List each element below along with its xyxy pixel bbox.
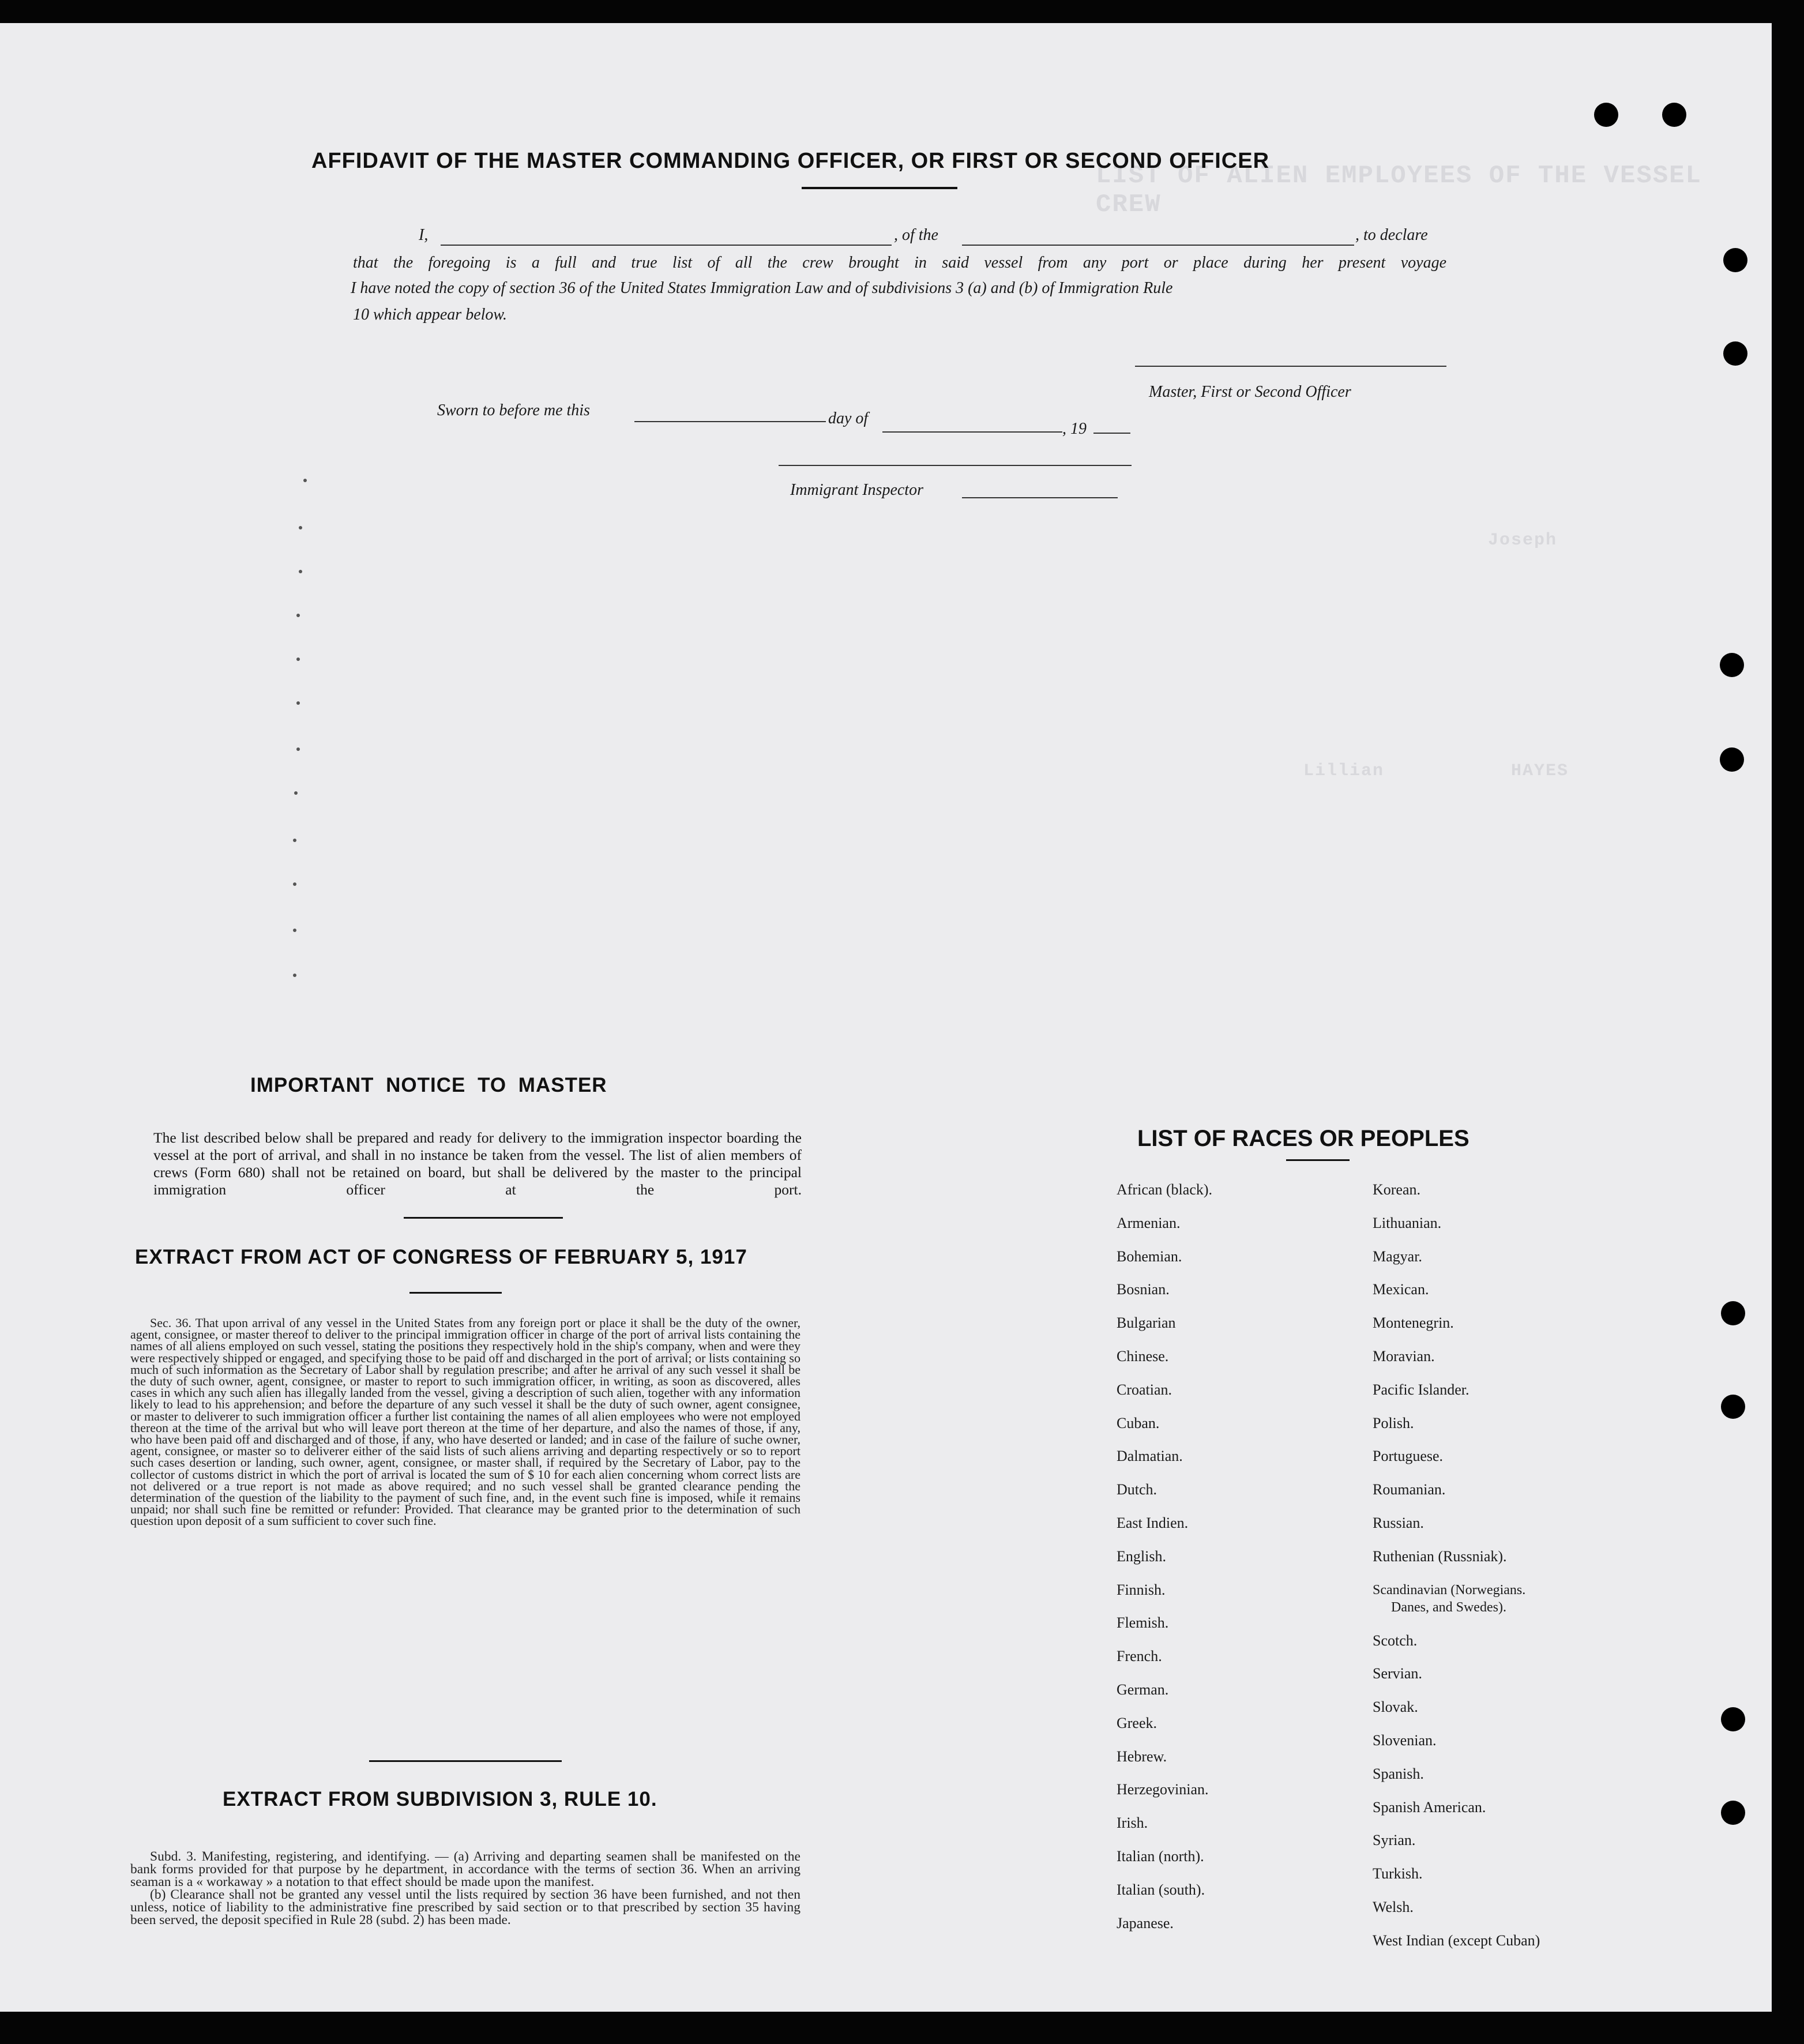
- race-item: Scotch.: [1373, 1632, 1418, 1649]
- race-item: Spanish American.: [1373, 1798, 1486, 1816]
- race-item: Chinese.: [1117, 1347, 1169, 1365]
- race-item: Welsh.: [1373, 1898, 1414, 1915]
- guide-dot: [293, 929, 296, 932]
- affidavit-i: I,: [419, 226, 429, 244]
- rule-paragraph-a: Subd. 3. Manifesting, registering, and identifying. — (a) Arriving and departing seamen shall be manifested on the bank forms provided for that purpose by he department, in accordance with the terms of section 36. When an arriving seaman is a « workaway » a notation to that effect should be made upon the manifest.: [130, 1849, 800, 1889]
- bleed-through-mark: Joseph: [1488, 531, 1558, 550]
- race-item: Cuban.: [1117, 1414, 1160, 1431]
- guide-dot: [293, 839, 296, 842]
- race-item: Russian.: [1373, 1514, 1424, 1531]
- race-item: Portuguese.: [1373, 1448, 1444, 1465]
- year-label: , 19: [1062, 420, 1087, 438]
- races-right-column: [1373, 1173, 1540, 1957]
- notice-title: IMPORTANT NOTICE TO MASTER: [250, 1074, 607, 1096]
- guide-dot: [294, 791, 298, 795]
- race-item: Flemish.: [1117, 1614, 1169, 1632]
- signature-line[interactable]: [1135, 366, 1446, 367]
- races-left-column: [1117, 1173, 1212, 1940]
- race-item: Finnish.: [1117, 1581, 1166, 1598]
- punch-hole: [1662, 103, 1686, 127]
- title-rule: [802, 187, 957, 189]
- race-item: Armenian.: [1117, 1214, 1181, 1231]
- year-blank[interactable]: [1093, 433, 1130, 434]
- act-end-rule: [369, 1760, 562, 1762]
- race-item: Korean.: [1373, 1181, 1421, 1198]
- name-blank[interactable]: [441, 245, 892, 246]
- race-item-line: Danes, and Swedes).: [1391, 1599, 1506, 1615]
- race-item: French.: [1117, 1648, 1162, 1665]
- race-item: Montenegrin.: [1373, 1314, 1454, 1332]
- affidavit-line-2: that the foregoing is a full and true list of all the crew brought in said vessel from any port or place during her present voyage: [353, 254, 1446, 272]
- races-title: LIST OF RACES OR PEOPLES: [1137, 1126, 1469, 1151]
- punch-hole: [1723, 341, 1747, 366]
- punch-hole: [1721, 1395, 1745, 1419]
- race-item: Mexican.: [1373, 1281, 1429, 1298]
- punch-hole: [1721, 1707, 1745, 1731]
- rule-text: [130, 1850, 800, 1926]
- race-item: Ruthenian (Russniak).: [1373, 1547, 1507, 1565]
- race-item: Italian (south).: [1117, 1881, 1205, 1898]
- race-item: Slovak.: [1373, 1699, 1418, 1716]
- guide-dot: [293, 974, 296, 977]
- rule-title: EXTRACT FROM SUBDIVISION 3, RULE 10.: [223, 1788, 657, 1810]
- race-item: Turkish.: [1373, 1865, 1423, 1883]
- guide-dot: [299, 570, 302, 573]
- vessel-blank[interactable]: [962, 245, 1354, 246]
- race-item: Bulgarian: [1117, 1314, 1176, 1332]
- act-rule: [409, 1292, 502, 1294]
- affidavit-line-4: 10 which appear below.: [353, 306, 508, 324]
- notice-rule: [404, 1217, 563, 1219]
- punch-hole: [1723, 248, 1747, 272]
- document-page: [0, 23, 1772, 2012]
- bleed-through-mark: HAYES: [1511, 761, 1569, 781]
- inspector-label: Immigrant Inspector: [790, 481, 923, 499]
- race-item-line: Scandinavian (Norwegians.: [1373, 1582, 1526, 1598]
- race-item: Polish.: [1373, 1414, 1414, 1431]
- notice-text: The list described below shall be prepared and ready for delivery to the immigration inspector boarding the vessel at the port of arrival, and shall in no instance be taken from the vessel. The list of alien members of crews (Form 680) shall not be retained on board, but shall be delivered by the master to the principal immigration officer at the port.: [153, 1129, 802, 1198]
- race-item: Irish.: [1117, 1814, 1148, 1832]
- rule-paragraph-b: (b) Clearance shall not be granted any vessel until the lists required by section 36 have been furnished, and not then unless, notice of liability to the administrative fine prescribed by said section or to that prescribed by section 35 having been served, the deposit specified in Rule 28 (subd. 2) has been made.: [130, 1887, 800, 1927]
- race-item: Japanese.: [1117, 1914, 1174, 1932]
- race-item: Bosnian.: [1117, 1281, 1170, 1298]
- race-item: Dalmatian.: [1117, 1448, 1183, 1465]
- affidavit-declare: , to declare: [1355, 226, 1428, 244]
- inspector-name-line[interactable]: [962, 497, 1118, 498]
- race-item: Magyar.: [1373, 1248, 1422, 1265]
- guide-dot: [296, 701, 300, 705]
- act-title: EXTRACT FROM ACT OF CONGRESS OF FEBRUARY 5, 1917: [135, 1246, 747, 1268]
- punch-hole: [1720, 653, 1744, 677]
- race-item: Dutch.: [1117, 1481, 1157, 1498]
- race-item: Pacific Islander.: [1373, 1381, 1469, 1398]
- race-item: Spanish.: [1373, 1765, 1424, 1782]
- race-item: Bohemian.: [1117, 1248, 1182, 1265]
- race-item: African (black).: [1117, 1181, 1213, 1198]
- race-item: Hebrew.: [1117, 1748, 1167, 1765]
- signature-label: Master, First or Second Officer: [1149, 383, 1351, 401]
- race-item: Greek.: [1117, 1714, 1157, 1731]
- punch-hole: [1720, 747, 1744, 772]
- act-paragraph: Sec. 36. That upon arrival of any vessel in the United States from any foreign port or place it shall be the duty of the owner, agent, consignee, or master thereof to deliver to the principal immigration officer in charge of the port of arrival lists containing the names of all aliens employed on such vessel, stating the positions they respectively hold in the ship's company, when and were they were respectively shipped or engaged, and specifying those to be paid off and discharged in the port of arrival; or lists containing so much of such information as the Secretary of Labor shall by regulation prescribe; and after he arrival of any such vessel it shall be the duty of such owner, agent, consignee, or master to report to such immigration officer, in writing, as soon as discovered, alles cases in which any such alien has illegally landed from the vessel, giving a description of such alien, together with any information likely to lead to his apprehension; and before the departure of any such vessel it shall be the duty of such owner, agent consignee, or master to deliverer to such immigration officer a further list containing the names of all alien employees who were not employed thereon at the time of the arrival but who will leave port thereon at the time of her departure, and also the names of those, if any, who have been paid off and discharged and of those, if any, who have deserted or landed; and in case of the failure of suche owner, agent, consignee, or master so to deliverer either of the said lists of such aliens arriving and departing respectively or so to report such cases desertion or landing, such owner, agent, consignee, or master shall, if required by the Secretary of Labor, pay to the collector of customs district in which the port of arrival is located the sum of $ 10 for each alien concerning whom correct lists are not delivered or a true report is not made as above required; and no such vessel shall be granted clearance pending the determination of the question of the liability to the payment of such fine, and, in the event such fine is imposed, while it remains unpaid; nor shall such fine be remitted or refunder: Provided. That clearance may be granted prior to the determination of such question upon deposit of a sum sufficient to cover such fine.: [130, 1316, 800, 1528]
- race-item: German.: [1117, 1681, 1169, 1698]
- race-item: Croatian.: [1117, 1381, 1172, 1398]
- race-item: East Indien.: [1117, 1514, 1189, 1531]
- race-item: West Indian (except Cuban): [1373, 1932, 1540, 1949]
- guide-dot: [296, 747, 300, 751]
- punch-hole: [1594, 103, 1618, 127]
- guide-dot: [296, 657, 300, 661]
- race-item: Servian.: [1373, 1665, 1422, 1682]
- day-of-label: day of: [828, 409, 869, 427]
- punch-hole: [1721, 1301, 1745, 1325]
- affidavit-line-3: I have noted the copy of section 36 of the United States Immigration Law and of subdivisions 3 (a) and (b) of Immigration Rule: [351, 279, 1173, 297]
- races-rule: [1286, 1159, 1350, 1161]
- race-item: Syrian.: [1373, 1832, 1416, 1849]
- race-item: Herzegovinian.: [1117, 1781, 1209, 1798]
- guide-dot: [299, 526, 302, 529]
- sworn-day-blank[interactable]: [634, 421, 826, 422]
- month-blank[interactable]: [882, 431, 1062, 433]
- race-item: Italian (north).: [1117, 1847, 1204, 1865]
- act-text: [130, 1317, 800, 1527]
- race-item: Roumanian.: [1373, 1481, 1446, 1498]
- race-item: English.: [1117, 1547, 1166, 1565]
- affidavit-of-the: , of the: [894, 226, 938, 244]
- inspector-signature-line[interactable]: [779, 465, 1132, 466]
- race-item: Lithuanian.: [1373, 1214, 1442, 1231]
- bleed-through-mark: Lillian: [1303, 761, 1385, 781]
- race-item: Moravian.: [1373, 1347, 1435, 1365]
- guide-dot: [296, 614, 300, 617]
- race-item-scandinavian: [1373, 1573, 1540, 1624]
- punch-hole: [1721, 1801, 1745, 1825]
- affidavit-title: AFFIDAVIT OF THE MASTER COMMANDING OFFICER, OR FIRST OR SECOND OFFICER: [311, 149, 1270, 173]
- race-item: Slovenian.: [1373, 1731, 1437, 1749]
- bleed-through-mark: LIST OF ALIEN EMPLOYEES OF THE VESSEL CREW: [1096, 161, 1702, 219]
- guide-dot: [303, 479, 307, 482]
- sworn-label: Sworn to before me this: [437, 401, 590, 419]
- guide-dot: [293, 882, 296, 886]
